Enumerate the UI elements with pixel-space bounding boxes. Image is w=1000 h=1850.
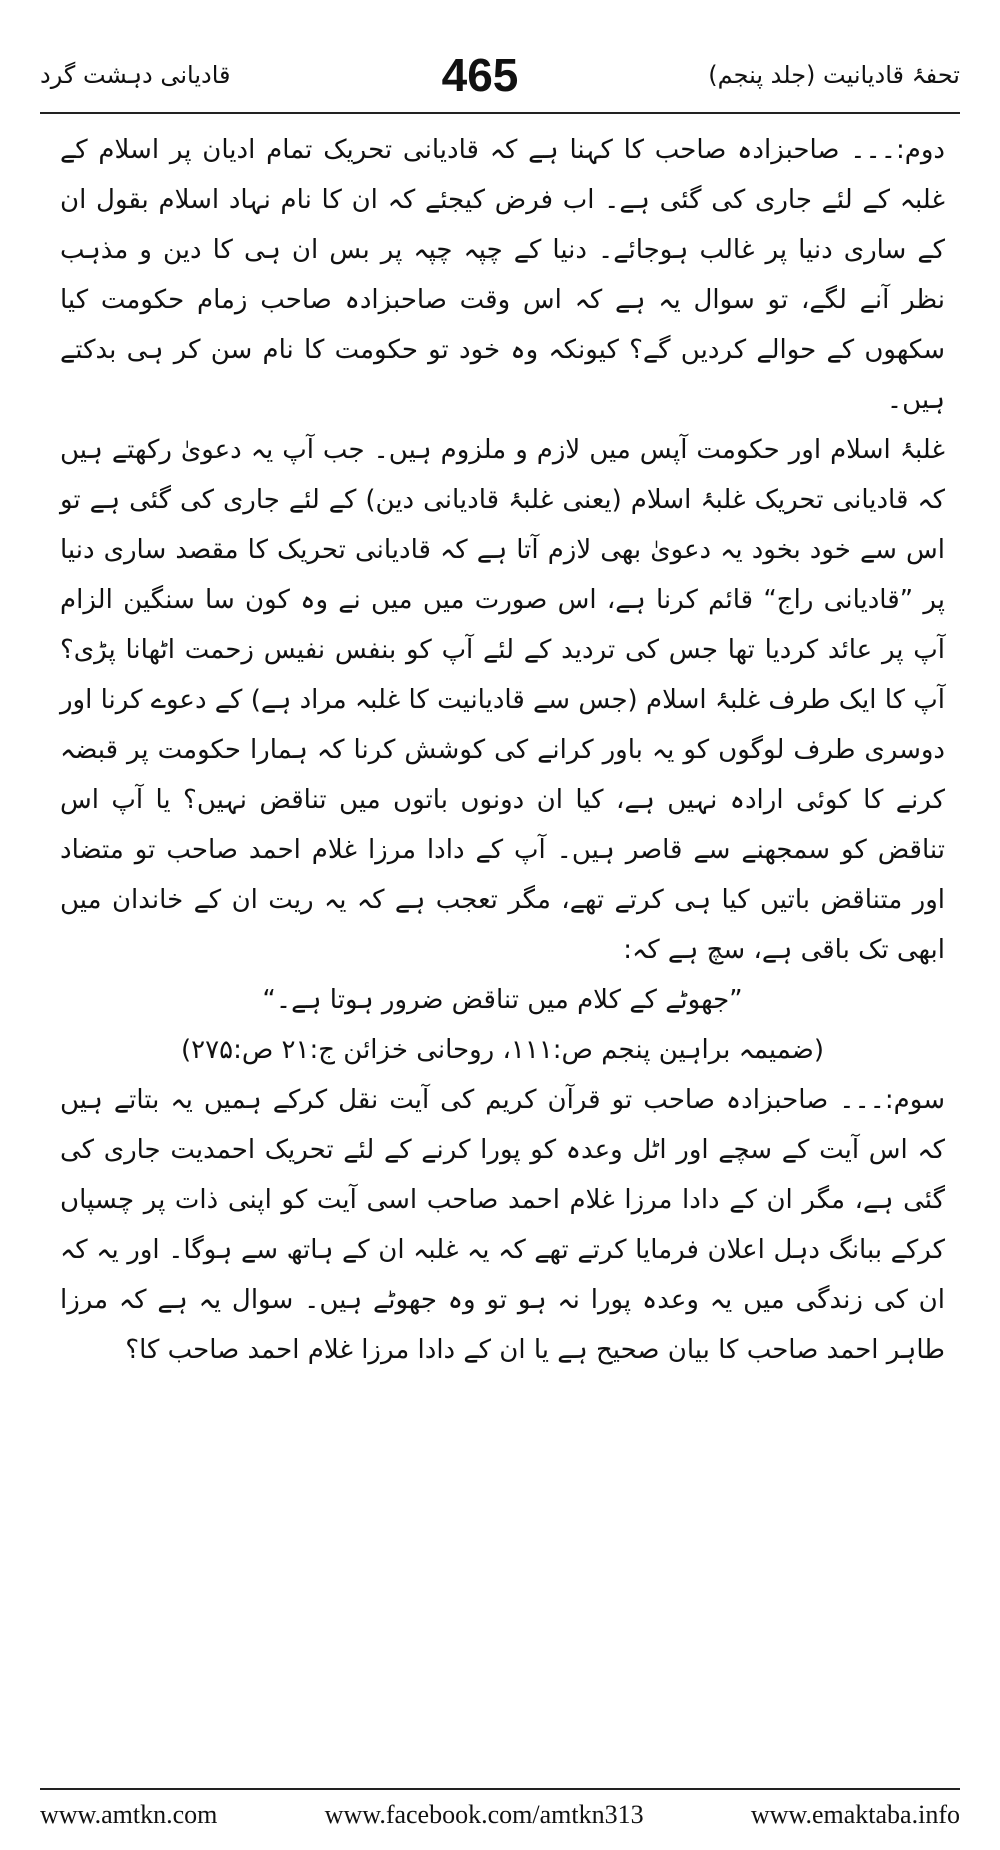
footer-link-amtkn[interactable]: www.amtkn.com bbox=[40, 1800, 218, 1829]
book-title: تحفۂ قادیانیت (جلد پنجم) bbox=[708, 61, 960, 89]
paragraph-ghalba: غلبۂ اسلام اور حکومت آپس میں لازم و ملزوم ہیں۔ جب آپ یہ دعویٰ رکھتے ہیں کہ قادیانی تحریک غلبۂ اسلام (یعنی غلبۂ قادیانی دین) کے لئے جاری کی گئی ہے تو اس سے خود بخود یہ دعویٰ بھی لازم آتا ہے کہ قادیانی تحریک کا مقصد ساری دنیا پر ”قادیانی راج“ قائم کرنا ہے، اس صورت میں میں نے وہ کون سا سنگین الزام آپ پر عائد کردیا تھا جس کی تردید کے لئے آپ کو بنفس نفیس زحمت اٹھانا پڑی؟ آپ کا ایک طرف غلبۂ اسلام (جس سے قادیانیت کا غلبہ مراد ہے) کے دعوے کرنا اور دوسری طرف لوگوں کو یہ باور کرانے کی کوشش کرنا کہ ہمارا حکومت پر قبضہ کرنے کا کوئی ارادہ نہیں ہے، کیا ان دونوں باتوں میں تناقض نہیں؟ یا آپ اس تناقض کو سمجھنے سے قاصر ہیں۔ آپ کے دادا مرزا غلام احمد صاحب تو متضاد اور متناقض باتیں کیا ہی کرتے تھے، مگر تعجب ہے کہ یہ ریت ان کے خاندان میں ابھی تک باقی ہے، سچ ہے کہ: bbox=[60, 435, 945, 965]
header-divider bbox=[40, 112, 960, 114]
paragraph-som: سوم:۔۔۔ صاحبزادہ صاحب تو قرآن کریم کی آیت نقل کرکے ہمیں یہ بتاتے ہیں کہ اس آیت کے سچے اور اٹل وعدہ کو پورا کرنے کے لئے تحریک احمدیت جاری کی گئی ہے، مگر ان کے دادا مرزا غلام احمد صاحب اسی آیت کو اپنی ذات پر چسپاں کرکے ببانگ دہل اعلان فرمایا کرتے تھے کہ یہ غلبہ ان کے ہاتھ سے ہوگا۔ اور یہ کہ ان کی زندگی میں یہ وعدہ پورا نہ ہو تو وہ جھوٹے ہیں۔ سوال یہ ہے کہ مرزا طاہر احمد صاحب کا بیان صحیح ہے یا ان کے دادا مرزا غلام احمد صاحب کا؟ bbox=[60, 1085, 945, 1365]
page-body bbox=[60, 125, 945, 1775]
footer-link-emaktaba[interactable]: www.emaktaba.info bbox=[750, 1800, 960, 1829]
footer-divider bbox=[40, 1788, 960, 1790]
paragraph-dom: دوم:۔۔۔ صاحبزادہ صاحب کا کہنا ہے کہ قادیانی تحریک تمام ادیان پر اسلام کے غلبہ کے لئے جاری کی گئی ہے۔ اب فرض کیجئے کہ ان کا نام نہاد اسلام بقول ان کے ساری دنیا پر غالب ہوجائے۔ دنیا کے چپہ چپہ پر بس ان ہی کا دین و مذہب نظر آنے لگے، تو سوال یہ ہے کہ اس وقت صاحبزادہ صاحب زمام حکومت کیا سکھوں کے حوالے کردیں گے؟ کیونکہ وہ خود تو حکومت کا نام سن کر ہی بدکتے ہیں۔ bbox=[60, 135, 945, 415]
footer-link-facebook[interactable]: www.facebook.com/amtkn313 bbox=[324, 1800, 644, 1829]
page-footer bbox=[40, 1795, 960, 1835]
citation: (ضمیمہ براہین پنجم ص:۱۱۱، روحانی خزائن ج:۲۱ ص:۲۷۵) bbox=[181, 1035, 824, 1065]
quotation: ”جھوٹے کے کلام میں تناقض ضرور ہوتا ہے۔“ bbox=[262, 985, 743, 1015]
chapter-title: قادیانی دہشت گرد bbox=[40, 61, 231, 89]
page-number: 465 bbox=[441, 49, 519, 101]
page-header bbox=[40, 40, 960, 110]
